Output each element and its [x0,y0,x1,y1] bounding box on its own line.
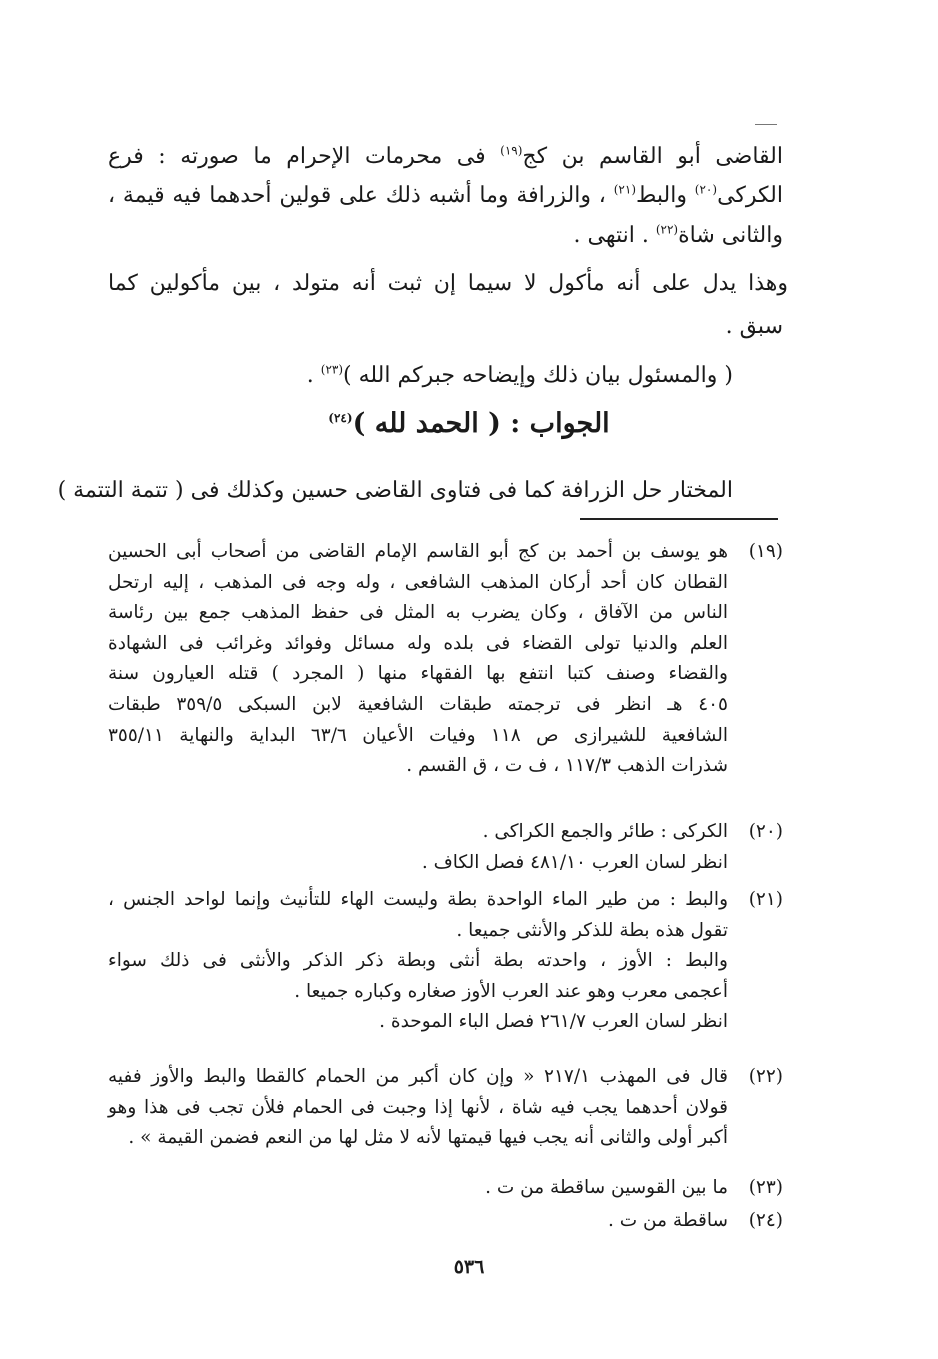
footnote-ref-23[interactable]: (٢٣) [320,362,344,377]
footnote-line: والقضاء وصنف كتبا انتفع بها الفقهاء منها ( المجرد ) قتله العيارون سنة [108,663,728,685]
body-line-4: وهذا يدل على أنه مأكول لا سيما إن ثبت أنه متولد ، بين مأكولين كما [108,271,788,296]
footnote-line: أكبر أولى والثانى أنه يجب فيها قيمتها لأنه لا مثل لها من النعم فضمن القيمة » . [128,1127,728,1149]
body-line-5: سبق . [725,314,783,339]
footnote-ref-22[interactable]: (٢٢) [655,222,679,237]
footnote-ref-24[interactable]: (٢٤) [328,411,353,425]
question-line: ( والمسئول بيان ذلك وإيضاحه جبركم الله )$^{(٢٣)}$ . [306,362,733,388]
footnote-ref-19[interactable]: (١٩) [500,143,523,158]
footnote-line: ٤٠٥ هـ انظر فى ترجمته طبقات الشافعية لابن السبكى ٣٥٩/٥ طبقات [108,694,728,715]
footnote-line: ساقطة من ت . [607,1210,728,1231]
footnote-number: (٢٠) [748,821,783,842]
footnote-line: العلم والدنيا تولى القضاء فى بلده وله مسائل وفوائد وغرائب فى الشهادة [108,632,728,654]
footnote-line: شذرات الذهب ١١٧/٣ ، ف ت ، ق القسم . [406,755,728,777]
footnote-line: هو يوسف بن أحمد بن كج أبو القاسم الإمام القاضى من أصحاب أبى الحسين [108,541,728,562]
footnote-number: (١٩) [748,541,783,562]
footnote-ref-21[interactable]: (٢١) [613,182,636,197]
body-line-2: الكركى$^{(٢٠)}$ والبط$^{(٢١)}$ ، والزرافة وما أشبه ذلك على قولين أحدهما فيه قيمة ، [108,182,783,208]
footnote-ref-20[interactable]: (٢٠) [694,182,718,197]
body-line-1: القاضى أبو القاسم بن كج$^{(١٩)}$ فى محرمات الإحرام ما صورته : فرع [108,143,783,169]
footnote-line: قولان أحدهما يجب فيه شاة ، لأنها إذا وجبت فى الحمام فلأن تجب فى هذا وهو [108,1096,728,1118]
footnote-separator [580,518,778,520]
top-mark [755,124,777,125]
footnote-number: (٢١) [748,889,783,910]
footnote-number: (٢٤) [748,1210,783,1231]
footnote-line: القطان كان أحد أركان المذهب الشافعى ، وله وجه فى المذهب ، إليه ارتحل [108,571,728,593]
body-line-3: والثانى شاة$^{(٢٢)}$ . انتهى . [573,222,783,248]
footnote-line: انظر لسان العرب ٤٨١/١٠ فصل الكاف . [421,851,728,873]
footnote-line: انظر لسان العرب ٢٦١/٧ فصل الباء الموحدة . [379,1011,728,1033]
footnote-line: والبط : الأوز ، واحدته بطة أنثى وبطة ذكر الذكر والأنثى فى ذلك سواء [108,950,728,972]
footnote-line: الكركى : طائر والجمع الكراكى . [482,821,728,842]
answer-line: المختار حل الزرافة كما فى فتاوى القاضى حسين وكذلك فى ( تتمة التتمة ) [57,478,733,503]
footnote-line: الشافعية للشيرازى ص ١١٨ وفيات الأعيان ٦٣/٦ البداية والنهاية ٣٥٥/١١ [108,724,728,746]
footnote-line: أعجمى معرب وهو عند العرب الأوز صغاره وكباره جميعا . [294,980,728,1002]
footnote-line: الناس من الآفاق ، وكان يضرب به المثل فى حفظ المذهب جمع بين رئاسة [108,602,728,624]
footnote-line: قال فى المهذب ٢١٧/١ « وإن كان أكبر من الحمام كالقطا والبط والأوز ففيه [108,1066,728,1087]
footnote-number: (٢٣) [748,1177,783,1198]
footnote-line: ما بين القوسين ساقطة من ت . [485,1177,728,1198]
footnote-line: والبط : من طير الماء الواحدة بطة وليست الهاء للتأنيث وإنما لواحد الجنس ، [108,889,728,910]
page-number: ٥٣٦ [453,1256,485,1278]
answer-heading: الجواب : ( الحمد لله )$^{(٢٤)}$ [328,408,610,439]
footnote-line: تقول هذه بطة للذكر والأنثى جميعا . [456,919,728,941]
footnote-number: (٢٢) [748,1066,783,1087]
